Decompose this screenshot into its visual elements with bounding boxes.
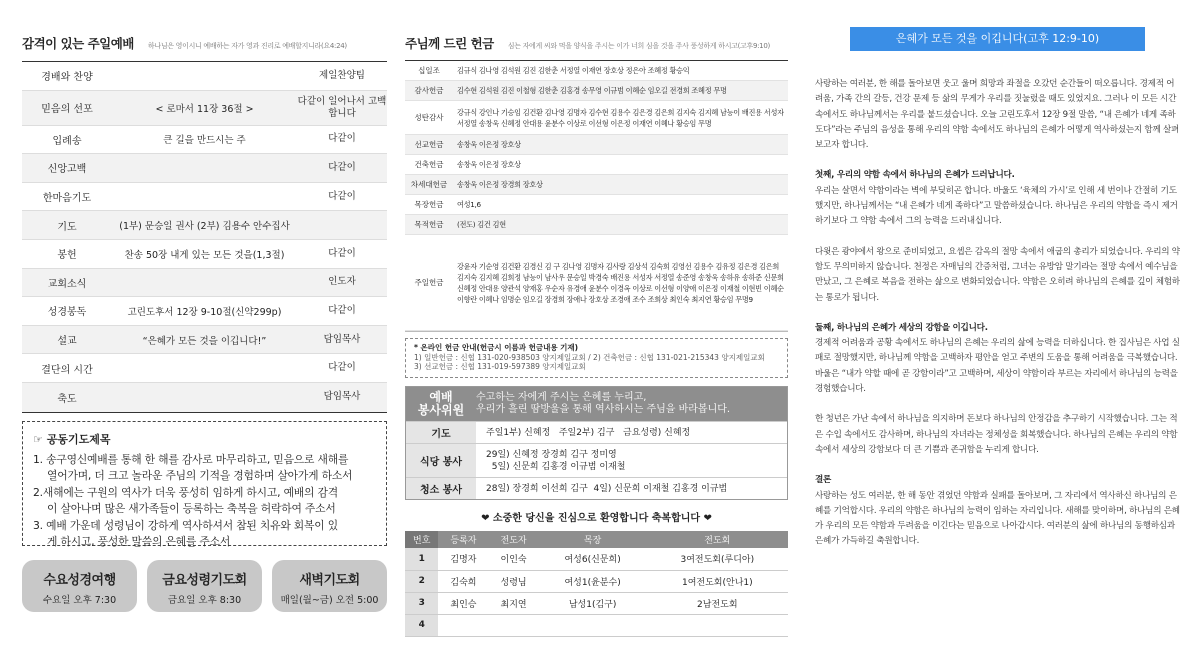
order-leader: 다같이 <box>328 133 356 145</box>
offering-header <box>405 34 788 52</box>
registration-cell: 4 <box>405 614 438 636</box>
order-row <box>22 269 387 298</box>
offering-names: 강윤자 기순영 김건환 김경신 김 구 김나영 김명자 김사랑 김상석 김숙희 김영선 김용수 김유정 김은경 김은희 김지숙 김지혜 김희정 남능이 남사우 문승일 박경숙 배진용 서성자 서정열 송준영 송창욱 송하유 송하준 신문희 신혜정 안대용 양관석 양재홍 우순자 유경애 윤분수 이경옥 이상로 이선형 이양애 이은정 이재철 이현빈 이혜순 이향란 이혜나 임명순 임오길 장경희 장애나 장호상 조경애 조수 조희상 최인숙 최지연 황승임 무명9 <box>457 261 784 304</box>
order-row <box>22 354 387 383</box>
order-row <box>22 326 387 355</box>
meeting-name: 금요성령기도회 <box>162 572 247 588</box>
order-row <box>22 240 387 269</box>
sermon-paragraph <box>815 245 1180 306</box>
registration-cell: 이인숙 <box>489 548 539 570</box>
offering-row <box>405 195 788 215</box>
offering-names: 송창욱 이은정 장호상 <box>457 160 521 169</box>
volunteer-role: 기도 <box>406 422 476 443</box>
order-row <box>22 126 387 155</box>
registration-body <box>405 548 788 636</box>
meeting-time: 금요일 오후 8:30 <box>167 594 242 606</box>
offering-names: 김규식 김나영 김석원 김진 김한춘 서정열 이재연 장호상 정은아 조혜정 황승익 <box>457 66 690 75</box>
sermon-text: 사랑하는 여러분, 한 해를 돌아보면 웃고 울며 희망과 좌절을 오갔던 순간들이 떠오릅니다. 경제적 어려움, 가족 간의 갈등, 건강 문제 등 삶의 무게가 우리를 짓눌렀을 때도 있었지요. 그러나 이 모든 시간 속에서도 하나님께서는 우리를 붙드셨습니다. 오늘 고린도후서 12장 9절 말씀, “내 은혜가 네게 족하도다”라는 주님의 음성을 통해 우리의 약함 속에서도 하나님의 은혜가 어떻게 역사하셨는지 함께 살펴보고자 합니다. <box>815 79 1180 151</box>
registration-header <box>405 531 788 548</box>
registration-cell: 3 <box>405 592 438 614</box>
registration-row <box>405 614 788 636</box>
registration-cell: 남성1(김구) <box>539 592 647 614</box>
prayer-title: ☞ 공동기도제목 <box>33 432 111 446</box>
volunteer-line: 29일) 신혜정 장경희 김구 정미영 <box>486 449 617 460</box>
order-detail: 찬송 50장 내게 있는 모든 것을(1,3절) <box>124 249 285 261</box>
online-title: * 온라인 헌금 안내(헌금시 이름과 헌금내용 기재) <box>414 343 579 352</box>
sermon-text: 우리는 살면서 약함이라는 벽에 부딪히곤 합니다. 바울도 ‘육체의 가시’로 인해 세 번이나 간절히 기도했지만, 하나님께서는 “내 은혜가 네게 족하다”고 말씀하셨습니다. 하나님은 우리의 약함을 즉시 제거하기보다 그 약함 속에서 그의 능력을 드러내십니다. <box>815 185 1178 227</box>
prayer-line: 1. 송구영신예배를 통해 한 해를 감사로 마무리하고, 믿음으로 새해를 <box>33 452 349 466</box>
offering-type: 건축헌금 <box>414 160 444 169</box>
worship-order-table <box>22 61 387 413</box>
volunteer-msg-2: 우리가 흘린 땀방울을 통해 역사하시는 주님을 바라봅니다. <box>476 404 731 415</box>
sermon-paragraph <box>815 77 1180 153</box>
online-line-1: 1) 일반헌금 : 신협 131-020-938503 양지제일교회 / 2) 건축헌금 : 신협 131-021-215343 양지제일교회 <box>414 352 765 362</box>
offering-names: 송창욱 이은정 장호상 <box>457 140 521 149</box>
registration-col-header: 번호 <box>405 531 438 548</box>
registration-cell <box>489 614 539 636</box>
offering-type: 성탄감사 <box>414 113 444 122</box>
volunteer-head-1: 예배 <box>429 390 453 404</box>
offering-names: 송창욱 이은정 장경희 장호상 <box>457 180 543 189</box>
registration-col-header: 등록자 <box>438 531 488 548</box>
order-detail: (1부) 문승일 권사 (2부) 김용수 안수집사 <box>119 221 290 233</box>
worship-header <box>22 34 387 52</box>
registration-cell <box>539 614 647 636</box>
offering-row <box>405 155 788 175</box>
online-offering-box <box>405 338 788 378</box>
offering-type: 목장헌금 <box>414 200 444 209</box>
sermon-heading: 첫째, 우리의 약함 속에서 하나님의 은혜가 드러납니다. <box>815 170 1015 181</box>
order-detail: < 로마서 11장 36절 > <box>155 103 254 115</box>
offering-type: 감사헌금 <box>414 86 444 95</box>
order-item: 봉헌 <box>57 250 77 262</box>
meetings <box>22 560 387 612</box>
welcome-text: ❤ 소중한 당신을 진심으로 환영합니다 축복합니다 ❤ <box>481 513 712 524</box>
sermon-text: 경제적 어려움과 공황 속에서도 하나님의 은혜는 우리의 삶에 능력을 더하십니다. 한 집사님은 사업 실패로 절망했지만, 하나님께 약함을 고백하자 평안을 얻고 주변의 도움을 통해 어려움을 극복했습니다. 바울은 “내가 약할 때에 곧 강함이라”고 고백하며, 세상이 약함이라 부르는 자리에서 하나님의 능력을 경험했습니다. <box>815 338 1180 395</box>
prayer-line: 열어가며, 더 크고 놀라운 주님의 기적을 경험하며 살아가게 하소서 <box>47 469 353 483</box>
registration-cell: 최인승 <box>438 592 488 614</box>
meeting-time: 매일(월~금) 오전 5:00 <box>280 594 379 606</box>
registration-col-header: 전도자 <box>489 531 539 548</box>
order-row <box>22 91 387 126</box>
order-item: 입례송 <box>52 135 82 147</box>
offering-row <box>405 101 788 135</box>
order-detail: 큰 길을 만드시는 주 <box>163 135 246 147</box>
registration-row <box>405 570 788 592</box>
worship-subtitle: 하나님은 영이시니 예배하는 자가 영과 진리로 예배할지니라(요4:24) <box>147 42 347 50</box>
order-row <box>22 62 387 91</box>
sermon-text: 사랑하는 성도 여러분, 한 해 동안 겪었던 약함과 실패를 돌아보며, 그 자리에서 역사하신 하나님의 은혜를 기억합시다. 우리의 약함은 하나님의 능력이 임하는 자리입니다. 새해를 맞이하며, 하나님의 은혜가 우리의 모든 약함과 두려움을 이긴다는 믿음으로 나아갑시다. 여러분의 삶에 하나님의 동행하심과 은혜가 가득하길 축원합니다. <box>815 490 1180 547</box>
sermon-heading: 둘째, 하나님의 은혜가 세상의 강함을 이깁니다. <box>815 322 988 333</box>
registration-col-header: 목장 <box>539 531 647 548</box>
registration-cell: 2남전도회 <box>647 592 788 614</box>
volunteer-line: 28일) 장경희 이선희 김구 4일) 신문희 이재철 김홍경 이규범 <box>486 483 728 494</box>
order-leader: 다같이 <box>328 362 356 374</box>
order-item: 성경봉독 <box>47 307 87 319</box>
prayer-line: 이 살아나며 많은 새가족들이 등록하는 축복을 허락하여 주소서 <box>47 502 336 516</box>
volunteer-msg-1: 수고하는 자에게 주시는 은혜를 누리고, <box>476 392 647 403</box>
offering-type: 주일헌금 <box>414 278 444 287</box>
volunteer-role: 청소 봉사 <box>406 478 476 499</box>
order-item: 신앙고백 <box>47 164 87 176</box>
order-leader: 다같이 <box>328 247 356 259</box>
order-row <box>22 154 387 183</box>
volunteer-role: 식당 봉사 <box>406 444 476 477</box>
volunteer-names <box>476 480 737 498</box>
offering-type: 선교헌금 <box>414 140 444 149</box>
order-row <box>22 297 387 326</box>
volunteer-header-label <box>406 391 476 417</box>
sermon-banner: 은혜가 모든 것을 이깁니다(고후 12:9-10) <box>850 27 1145 51</box>
volunteer-head-2: 봉사위원 <box>417 403 465 417</box>
registration-cell: 1여전도회(안나1) <box>647 570 788 592</box>
sermon-text: 다윗은 광야에서 왕으로 준비되었고, 요셉은 감옥의 절망 속에서 애굽의 총리가 되었습니다. 우리의 약함도 무의미하지 않습니다. 천정은 자매님의 간증처럼, 그녀는 유방암 말기라는 절망 속에서 예수님을 만났고, 그 은혜로 복음을 전하는 삶으로 변화되었습니다. 약함은 오히려 하나님의 은혜를 깊이 체험하는 통로가 됩니다. <box>815 246 1180 303</box>
registration-cell: 성령님 <box>489 570 539 592</box>
volunteer-names <box>476 446 635 476</box>
order-item: 결단의 시간 <box>41 364 93 376</box>
order-item: 교회소식 <box>47 278 87 290</box>
offering-names: 강규식 강인나 기승임 김건환 김나영 김명자 김수현 김용수 김은경 김은희 김지숙 김지혜 남능이 배진용 서성자 서정열 송창욱 신혜정 안대용 윤분수 이상로 이선형 이은정 이재연 이혜나 황승임 무명 <box>457 107 784 128</box>
prayer-lines <box>33 452 376 551</box>
registration-cell: 최지연 <box>489 592 539 614</box>
volunteer-names <box>476 424 700 442</box>
prayer-line: 3. 예배 가운데 성령님이 강하게 역사하셔서 참된 치유와 회복이 있 <box>33 518 338 532</box>
offering-row <box>405 135 788 155</box>
offering-row <box>405 61 788 81</box>
registration-cell: 여성1(윤분수) <box>539 570 647 592</box>
sermon-body <box>815 77 1180 550</box>
order-leader: 다같이 <box>328 190 356 202</box>
registration-col-header: 전도회 <box>647 531 788 548</box>
registration-row <box>405 548 788 570</box>
meeting-time: 수요일 오후 7:30 <box>42 594 117 606</box>
meeting-name: 수요성경여행 <box>43 572 116 588</box>
sermon-paragraph <box>815 321 1180 397</box>
offering-row <box>405 81 788 101</box>
order-leader: 담임목사 <box>323 391 361 403</box>
registration-cell: 2 <box>405 570 438 592</box>
order-row <box>22 383 387 412</box>
meeting-box <box>272 560 387 612</box>
order-item: 기도 <box>57 221 77 233</box>
registration-cell: 김명자 <box>438 548 488 570</box>
order-leader: 다같이 <box>328 161 356 173</box>
volunteer-row <box>406 443 787 477</box>
volunteer-row <box>406 477 787 499</box>
sermon-paragraph <box>815 473 1180 549</box>
registration-cell: 김숙희 <box>438 570 488 592</box>
order-leader: 다같이 <box>328 304 356 316</box>
order-item: 축도 <box>57 393 77 405</box>
registration-row <box>405 592 788 614</box>
order-leader: 인도자 <box>328 276 356 288</box>
registration-table <box>405 531 788 637</box>
order-item: 한마음기도 <box>42 193 92 205</box>
order-leader: 다같이 일어나서 고백합니다 <box>297 95 387 119</box>
registration-cell <box>438 614 488 636</box>
order-leader: 제일찬양팀 <box>319 69 365 81</box>
offering-names: 김수현 김석원 김진 이철형 김한춘 김홍경 송무영 이규범 이혜순 임오길 전경희 조혜정 무명 <box>457 86 727 95</box>
prayer-line: 2.새해에는 구원의 역사가 더욱 풍성히 임하게 하시고, 예배의 감격 <box>33 485 338 499</box>
registration-cell: 1 <box>405 548 438 570</box>
order-leader: 담임목사 <box>323 333 361 345</box>
volunteer-line: 5일) 신문희 김홍경 이규범 이재철 <box>486 461 626 472</box>
order-row <box>22 183 387 212</box>
volunteer-header <box>406 387 787 421</box>
offering-type: 십일조 <box>418 66 440 75</box>
volunteer-message <box>476 392 730 416</box>
offering-type: 목적헌금 <box>414 220 444 229</box>
volunteer-table <box>405 386 788 500</box>
meeting-box <box>147 560 262 612</box>
order-item: 경배와 찬양 <box>41 72 93 84</box>
worship-title: 감격이 있는 주일예배 <box>22 36 134 51</box>
order-item: 믿음의 선포 <box>41 104 93 116</box>
sermon-paragraph <box>815 412 1180 458</box>
volunteer-line: 주일1부) 신혜정 주일2부) 김구 금요성령) 신혜정 <box>486 427 691 438</box>
order-item: 설교 <box>57 336 77 348</box>
offering-row <box>405 215 788 235</box>
registration-cell: 3여전도회(루디아) <box>647 548 788 570</box>
meeting-box <box>22 560 137 612</box>
registration-cell <box>647 614 788 636</box>
offering-column <box>405 0 788 645</box>
offering-row <box>405 175 788 195</box>
offering-row <box>405 235 788 331</box>
sermon-paragraph <box>815 168 1180 229</box>
offering-subtitle: 심는 자에게 씨와 먹을 양식을 주시는 이가 너희 심을 것을 주사 풍성하게 하시고(고후9:10) <box>507 42 770 50</box>
sermon-heading: 결론 <box>815 475 832 486</box>
prayer-line: 게 하시고, 풍성한 말씀의 은혜를 주소서 <box>47 535 231 549</box>
worship-column <box>22 0 387 645</box>
volunteer-row <box>406 421 787 443</box>
sermon-column <box>815 0 1180 645</box>
volunteer-rows <box>406 421 787 499</box>
sermon-text: 한 청년은 가난 속에서 하나님을 의지하며 돈보다 하나님의 안정감을 추구하기 시작했습니다. 그는 적은 수입 속에서도 감사하며, 하나님의 자녀라는 정체성을 회복했습니다. 하나님의 은혜는 우리의 약함 속에서 세상의 강함보다 더 큰 기쁨과 존귀함을 누리게 합니다. <box>815 414 1178 455</box>
offering-table <box>405 60 788 332</box>
offering-type: 차세대헌금 <box>410 180 448 189</box>
registration-cell: 여성6(신문희) <box>539 548 647 570</box>
online-line-2: 3) 선교헌금 : 신협 131-019-597389 양지제일교회 <box>414 362 586 372</box>
order-detail: 고린도후서 12장 9-10절(신약299p) <box>127 306 282 318</box>
meeting-name: 새벽기도회 <box>299 572 360 588</box>
prayer-box <box>22 421 387 549</box>
order-detail: “은혜가 모든 것을 이깁니다!” <box>142 335 267 347</box>
offering-names: (전도) 김건 김현 <box>457 220 506 229</box>
offering-names: 여성1,6 <box>457 200 481 209</box>
order-row <box>22 211 387 240</box>
offering-title: 주님께 드린 헌금 <box>405 36 494 51</box>
